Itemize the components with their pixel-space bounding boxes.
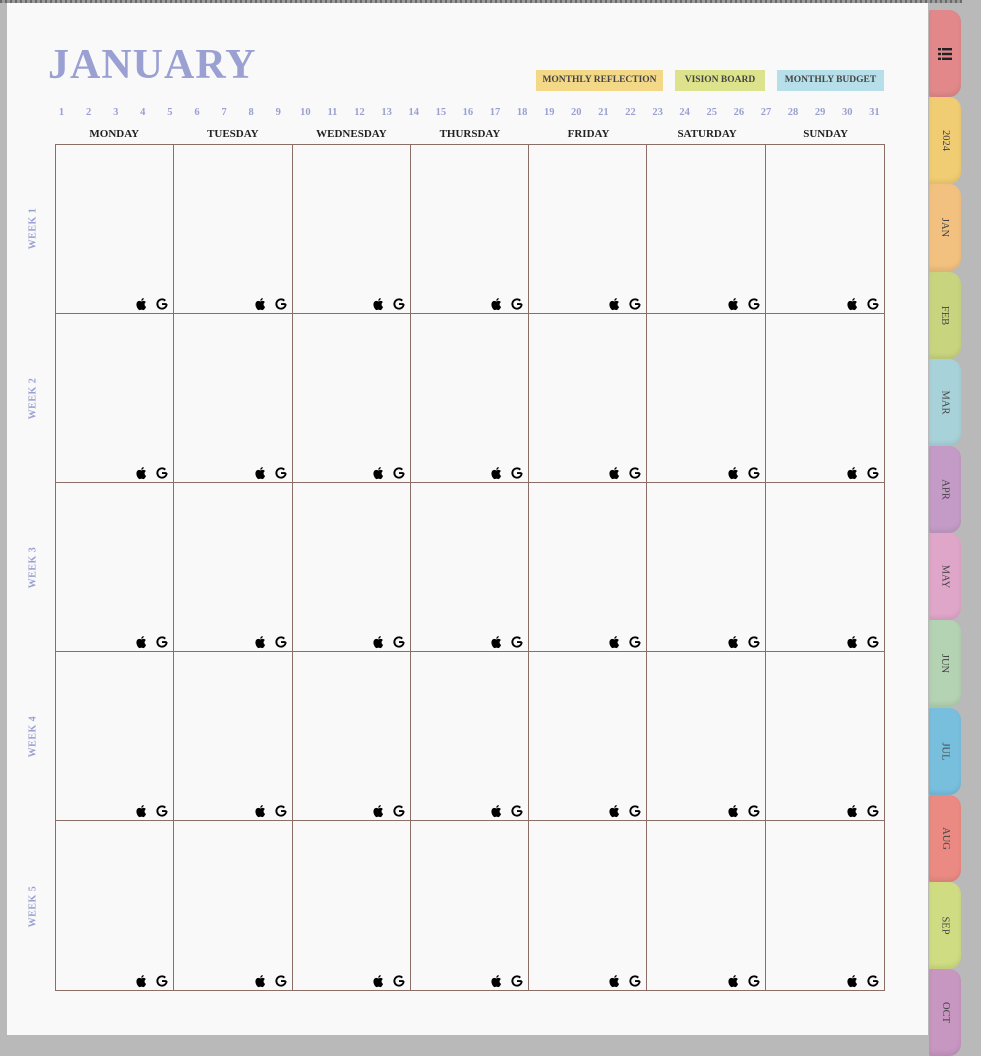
apple-icon[interactable] — [490, 466, 504, 480]
apple-icon[interactable] — [490, 804, 504, 818]
weekday-saturday: SATURDAY — [677, 128, 737, 140]
day-link-17[interactable]: 17 — [489, 107, 501, 118]
day-cell-week3-monday[interactable] — [56, 483, 174, 652]
calendar-sync-icons — [846, 297, 880, 311]
apple-icon[interactable] — [846, 804, 860, 818]
calendar-sync-icons — [372, 804, 406, 818]
day-cell-week4-thursday[interactable] — [411, 652, 529, 821]
google-icon[interactable] — [747, 466, 761, 480]
calendar-sync-icons — [254, 804, 288, 818]
day-cell-week4-sunday[interactable] — [766, 652, 884, 821]
weekday-thursday: THURSDAY — [439, 128, 501, 140]
day-link-5[interactable]: 5 — [167, 107, 173, 118]
apple-icon[interactable] — [608, 804, 622, 818]
day-cell-week2-friday[interactable] — [529, 314, 647, 483]
day-cell-week5-tuesday[interactable] — [174, 821, 292, 990]
apple-icon[interactable] — [490, 635, 504, 649]
apple-icon[interactable] — [490, 974, 504, 988]
google-icon[interactable] — [866, 974, 880, 988]
day-cell-week2-monday[interactable] — [56, 314, 174, 483]
apple-icon[interactable] — [254, 466, 268, 480]
day-cell-week5-wednesday[interactable] — [293, 821, 411, 990]
tab-2024[interactable] — [929, 97, 961, 184]
day-cell-week1-tuesday[interactable] — [174, 145, 292, 314]
day-link-21[interactable]: 21 — [598, 107, 609, 118]
weekday-monday: MONDAY — [89, 128, 140, 140]
day-link-24[interactable]: 24 — [679, 107, 690, 118]
apple-icon[interactable] — [846, 297, 860, 311]
week-label-4[interactable]: WEEK 4 — [27, 716, 39, 758]
day-link-29[interactable]: 29 — [814, 107, 826, 118]
day-link-22[interactable]: 22 — [625, 107, 636, 118]
apple-icon[interactable] — [254, 635, 268, 649]
apple-icon[interactable] — [135, 297, 149, 311]
day-cell-week3-tuesday[interactable] — [174, 483, 292, 652]
google-icon[interactable] — [628, 635, 642, 649]
calendar-sync-icons — [135, 466, 169, 480]
tab-jul[interactable] — [929, 708, 961, 795]
calendar-sync-icons — [135, 974, 169, 988]
calendar-sync-icons — [846, 804, 880, 818]
tab-mar[interactable] — [929, 359, 961, 446]
apple-icon[interactable] — [727, 804, 741, 818]
apple-icon[interactable] — [727, 635, 741, 649]
google-icon[interactable] — [274, 297, 288, 311]
google-icon[interactable] — [628, 804, 642, 818]
calendar-sync-icons — [135, 635, 169, 649]
google-icon[interactable] — [866, 297, 880, 311]
apple-icon[interactable] — [135, 466, 149, 480]
calendar-sync-icons — [254, 466, 288, 480]
day-cell-week3-wednesday[interactable] — [293, 483, 411, 652]
day-link-10[interactable]: 10 — [300, 107, 311, 118]
calendar-sync-icons — [372, 635, 406, 649]
tab-oct[interactable] — [929, 969, 961, 1056]
month-title: JANUARY — [48, 42, 257, 88]
planner-page — [7, 3, 928, 1035]
week-label-5[interactable]: WEEK 5 — [27, 885, 39, 928]
tab-apr[interactable] — [929, 446, 961, 533]
apple-icon[interactable] — [727, 466, 741, 480]
google-icon[interactable] — [866, 635, 880, 649]
apple-icon[interactable] — [135, 974, 149, 988]
day-link-27[interactable]: 27 — [760, 107, 772, 118]
day-link-12[interactable]: 12 — [354, 107, 365, 118]
tab-jan[interactable] — [929, 184, 961, 271]
calendar-sync-icons — [490, 297, 524, 311]
day-link-14[interactable]: 14 — [408, 107, 419, 118]
day-link-1[interactable]: 1 — [58, 107, 65, 118]
google-icon[interactable] — [392, 804, 406, 818]
weekday-wednesday: WEDNESDAY — [316, 128, 387, 140]
calendar-sync-icons — [490, 635, 524, 649]
apple-icon[interactable] — [846, 635, 860, 649]
day-cell-week1-thursday[interactable] — [411, 145, 529, 314]
weekday-friday: FRIDAY — [567, 128, 610, 140]
day-cell-week4-tuesday[interactable] — [174, 652, 292, 821]
day-cell-week1-wednesday[interactable] — [293, 145, 411, 314]
day-link-15[interactable]: 15 — [435, 107, 447, 118]
apple-icon[interactable] — [490, 297, 504, 311]
apple-icon[interactable] — [846, 466, 860, 480]
apple-icon[interactable] — [846, 974, 860, 988]
apple-icon[interactable] — [608, 297, 622, 311]
apple-icon[interactable] — [254, 804, 268, 818]
weekday-header — [55, 128, 885, 142]
google-icon[interactable] — [274, 466, 288, 480]
apple-icon[interactable] — [372, 804, 386, 818]
day-link-19[interactable]: 19 — [543, 107, 555, 118]
apple-icon[interactable] — [254, 297, 268, 311]
day-cell-week2-tuesday[interactable] — [174, 314, 292, 483]
right-gutter — [962, 0, 981, 1035]
tab-label: OCT — [939, 1002, 951, 1024]
day-link-26[interactable]: 26 — [733, 107, 745, 118]
tab-label: JUN — [939, 654, 951, 674]
tab-label: JUL — [939, 742, 951, 761]
tab-label: MAR — [939, 390, 951, 415]
calendar-grid — [55, 144, 885, 991]
day-link-16[interactable]: 16 — [462, 107, 474, 118]
apple-icon[interactable] — [372, 635, 386, 649]
calendar-sync-icons — [372, 974, 406, 988]
tab-label: MAY — [939, 564, 951, 589]
apple-icon[interactable] — [727, 297, 741, 311]
tab-menu[interactable] — [929, 10, 961, 97]
calendar-sync-icons — [846, 466, 880, 480]
apple-icon[interactable] — [135, 804, 149, 818]
day-cell-week5-friday[interactable] — [529, 821, 647, 990]
monthly-reflection-button[interactable]: MONTHLY REFLECTION — [536, 70, 663, 91]
apple-icon[interactable] — [608, 974, 622, 988]
day-link-11[interactable]: 11 — [327, 107, 338, 118]
tab-label: 2024 — [939, 130, 951, 152]
google-icon[interactable] — [392, 635, 406, 649]
google-icon[interactable] — [510, 804, 524, 818]
day-cell-week3-sunday[interactable] — [766, 483, 884, 652]
calendar-sync-icons — [727, 466, 761, 480]
day-cell-week3-saturday[interactable] — [647, 483, 765, 652]
tab-may[interactable] — [929, 533, 961, 620]
google-icon[interactable] — [155, 974, 169, 988]
apple-icon[interactable] — [372, 466, 386, 480]
calendar-sync-icons — [727, 297, 761, 311]
day-link-25[interactable]: 25 — [706, 107, 717, 118]
tab-jun[interactable] — [929, 620, 961, 707]
calendar-sync-icons — [254, 635, 288, 649]
google-icon[interactable] — [628, 466, 642, 480]
google-icon[interactable] — [155, 297, 169, 311]
day-cell-week2-wednesday[interactable] — [293, 314, 411, 483]
google-icon[interactable] — [392, 297, 406, 311]
apple-icon[interactable] — [608, 635, 622, 649]
apple-icon[interactable] — [727, 974, 741, 988]
day-cell-week4-monday[interactable] — [56, 652, 174, 821]
day-number-row — [48, 107, 888, 123]
google-icon[interactable] — [510, 466, 524, 480]
calendar-sync-icons — [727, 635, 761, 649]
day-link-31[interactable]: 31 — [869, 107, 880, 118]
week-label-1[interactable]: WEEK 1 — [27, 207, 39, 250]
google-icon[interactable] — [274, 974, 288, 988]
tab-label: SEP — [939, 916, 951, 935]
apple-icon[interactable] — [372, 297, 386, 311]
day-cell-week5-thursday[interactable] — [411, 821, 529, 990]
day-cell-week4-wednesday[interactable] — [293, 652, 411, 821]
calendar-sync-icons — [608, 297, 642, 311]
calendar-sync-icons — [372, 466, 406, 480]
google-icon[interactable] — [155, 635, 169, 649]
calendar-sync-icons — [727, 974, 761, 988]
tab-label: FEB — [939, 305, 951, 325]
calendar-sync-icons — [846, 974, 880, 988]
day-link-23[interactable]: 23 — [652, 107, 663, 118]
calendar-sync-icons — [254, 297, 288, 311]
google-icon[interactable] — [628, 974, 642, 988]
calendar-sync-icons — [135, 297, 169, 311]
day-link-18[interactable]: 18 — [516, 107, 528, 118]
calendar-sync-icons — [727, 804, 761, 818]
day-link-30[interactable]: 30 — [841, 107, 853, 118]
tab-aug[interactable] — [929, 795, 961, 882]
day-cell-week4-friday[interactable] — [529, 652, 647, 821]
list-icon — [938, 48, 952, 60]
day-link-2[interactable]: 2 — [85, 107, 92, 118]
calendar-sync-icons — [608, 466, 642, 480]
tab-label: JAN — [939, 218, 951, 238]
google-icon[interactable] — [510, 974, 524, 988]
google-icon[interactable] — [392, 974, 406, 988]
google-icon[interactable] — [274, 635, 288, 649]
day-link-7[interactable]: 7 — [221, 107, 227, 118]
vision-board-button[interactable]: VISION BOARD — [675, 70, 765, 91]
day-link-28[interactable]: 28 — [787, 107, 799, 118]
calendar-sync-icons — [608, 635, 642, 649]
day-cell-week1-saturday[interactable] — [647, 145, 765, 314]
day-link-20[interactable]: 20 — [571, 107, 582, 118]
day-cell-week2-thursday[interactable] — [411, 314, 529, 483]
day-link-9[interactable]: 9 — [275, 107, 281, 118]
calendar-sync-icons — [608, 804, 642, 818]
tab-label: AUG — [939, 826, 951, 850]
tab-sep[interactable] — [929, 882, 961, 969]
day-cell-week1-friday[interactable] — [529, 145, 647, 314]
day-link-13[interactable]: 13 — [381, 107, 392, 118]
calendar-sync-icons — [254, 974, 288, 988]
day-cell-week1-sunday[interactable] — [766, 145, 884, 314]
day-cell-week2-sunday[interactable] — [766, 314, 884, 483]
google-icon[interactable] — [747, 635, 761, 649]
day-cell-week4-saturday[interactable] — [647, 652, 765, 821]
day-cell-week1-monday[interactable] — [56, 145, 174, 314]
weekday-sunday: SUNDAY — [803, 128, 849, 140]
monthly-budget-button[interactable]: MONTHLY BUDGET — [777, 70, 884, 91]
google-icon[interactable] — [274, 804, 288, 818]
calendar-sync-icons — [846, 635, 880, 649]
apple-icon[interactable] — [608, 466, 622, 480]
google-icon[interactable] — [866, 466, 880, 480]
weekday-tuesday: TUESDAY — [207, 128, 259, 140]
apple-icon[interactable] — [254, 974, 268, 988]
day-cell-week5-monday[interactable] — [56, 821, 174, 990]
day-cell-week3-thursday[interactable] — [411, 483, 529, 652]
google-icon[interactable] — [747, 974, 761, 988]
google-icon[interactable] — [510, 635, 524, 649]
google-icon[interactable] — [510, 297, 524, 311]
day-cell-week2-saturday[interactable] — [647, 314, 765, 483]
day-link-8[interactable]: 8 — [248, 107, 254, 118]
google-icon[interactable] — [747, 297, 761, 311]
day-link-6[interactable]: 6 — [194, 107, 200, 118]
google-icon[interactable] — [747, 804, 761, 818]
week-label-3[interactable]: WEEK 3 — [27, 546, 39, 589]
tab-feb[interactable] — [929, 272, 961, 359]
day-link-4[interactable]: 4 — [140, 107, 146, 118]
apple-icon[interactable] — [372, 974, 386, 988]
day-cell-week5-sunday[interactable] — [766, 821, 884, 990]
apple-icon[interactable] — [135, 635, 149, 649]
calendar-sync-icons — [490, 804, 524, 818]
calendar-sync-icons — [490, 974, 524, 988]
day-link-3[interactable]: 3 — [113, 107, 119, 118]
day-cell-week3-friday[interactable] — [529, 483, 647, 652]
calendar-sync-icons — [608, 974, 642, 988]
google-icon[interactable] — [628, 297, 642, 311]
week-label-2[interactable]: WEEK 2 — [27, 377, 39, 419]
calendar-sync-icons — [372, 297, 406, 311]
tab-label: APR — [939, 479, 951, 500]
calendar-sync-icons — [490, 466, 524, 480]
google-icon[interactable] — [155, 804, 169, 818]
google-icon[interactable] — [392, 466, 406, 480]
google-icon[interactable] — [866, 804, 880, 818]
day-cell-week5-saturday[interactable] — [647, 821, 765, 990]
calendar-sync-icons — [135, 804, 169, 818]
google-icon[interactable] — [155, 466, 169, 480]
